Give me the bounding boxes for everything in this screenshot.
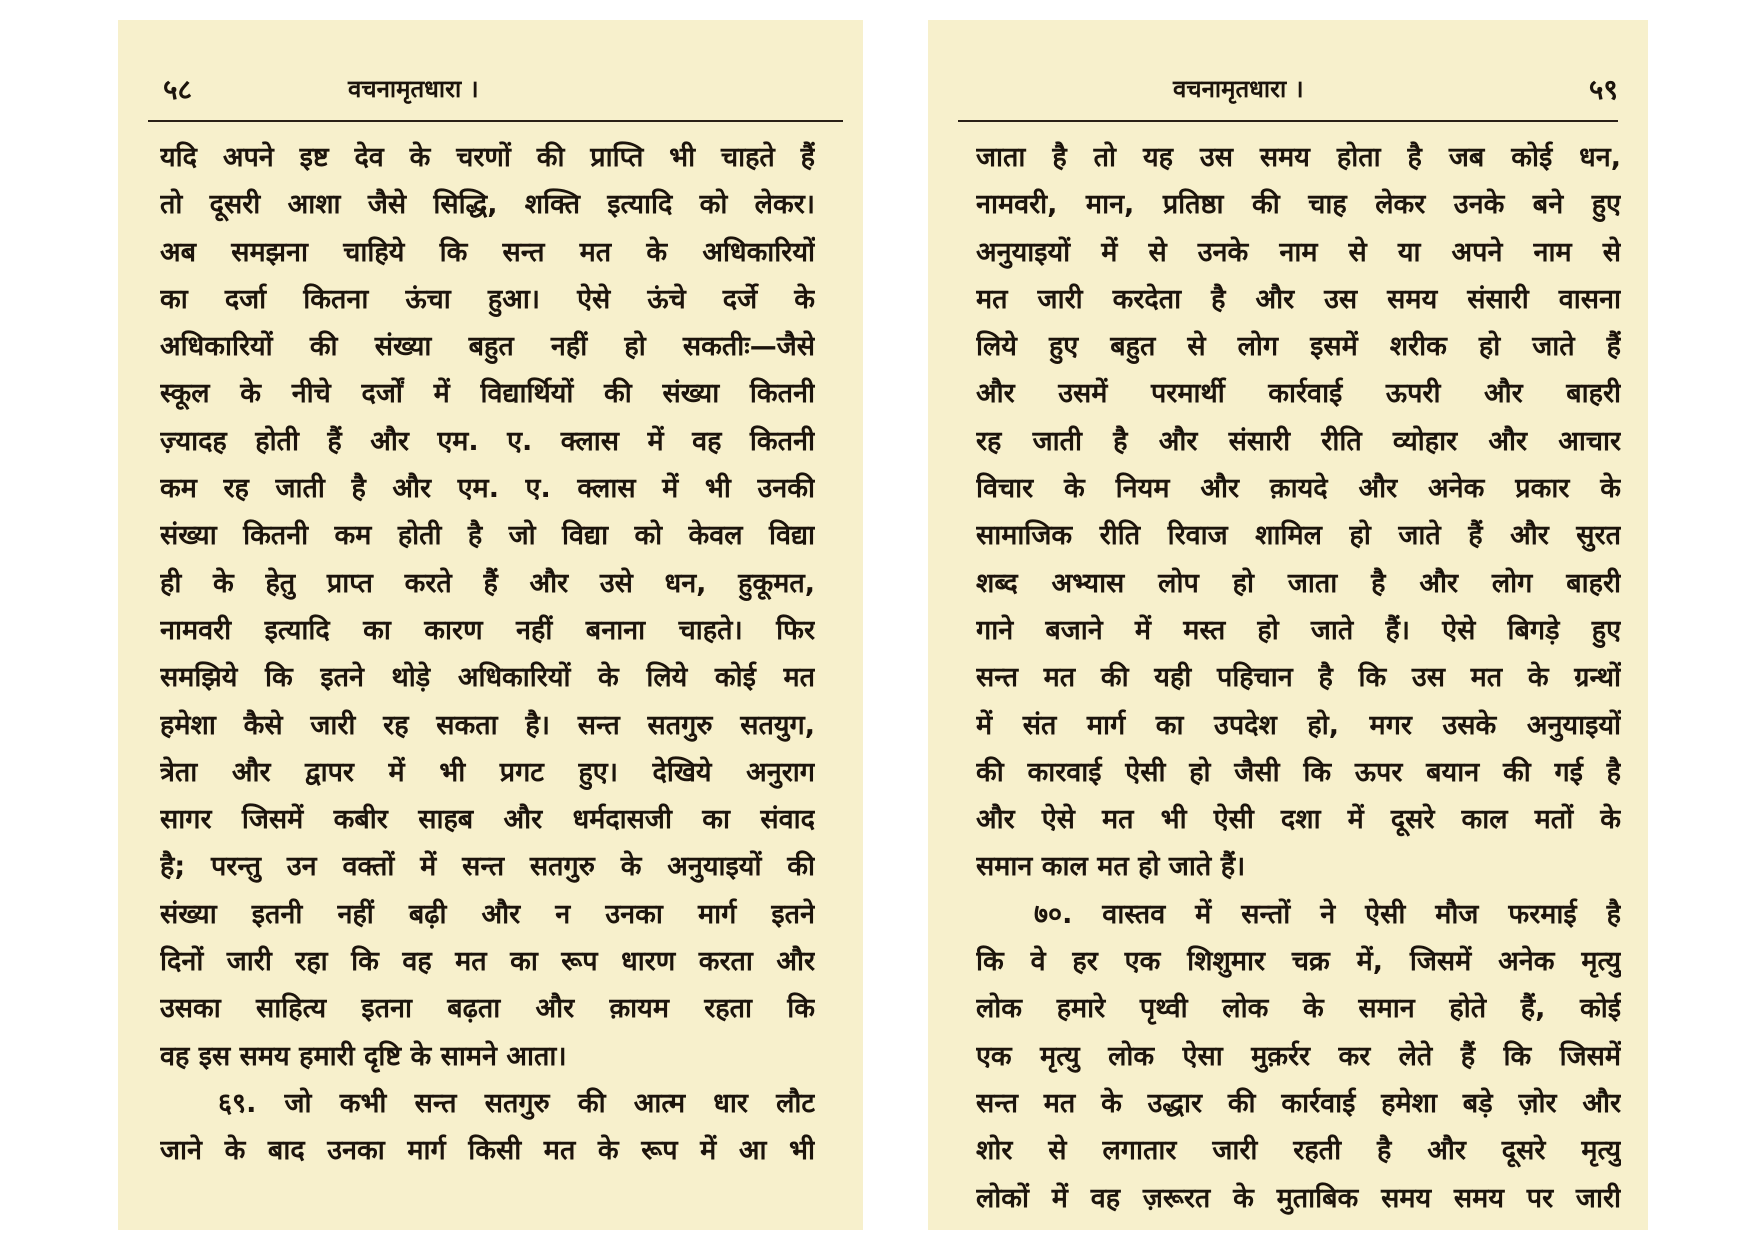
text-line: जाने के बाद उनका मार्ग किसी मत के रूप में आ भी	[160, 1135, 815, 1167]
text-line: की कारवाई ऐसी हो जैसी कि ऊपर बयान की गई है	[976, 756, 1621, 788]
page-number: ५८	[163, 73, 193, 106]
text-line: अब समझना चाहिये कि सन्त मत के अधिकारियों	[160, 236, 815, 268]
left-page	[118, 20, 863, 1230]
right-page	[928, 20, 1648, 1230]
text-line: संख्या कितनी कम होती है जो विद्या को केवल विद्या	[160, 520, 815, 552]
body-text	[976, 134, 1621, 1222]
text-line: लोकों में वह ज़रूरत के मुताबिक समय समय पर जारी	[976, 1182, 1621, 1214]
text-line: उसका साहित्य इतना बढ़ता और क़ायम रहता कि	[160, 993, 815, 1025]
paragraph-start-line: ६९. जो कभी सन्त सतगुरु की आत्म धार लौट	[218, 1087, 815, 1119]
text-line: जाता है तो यह उस समय होता है जब कोई धन,	[976, 142, 1621, 173]
text-line: सामाजिक रीति रिवाज शामिल हो जाते हैं और सुरत	[976, 520, 1621, 552]
text-line: अधिकारियों की संख्या बहुत नहीं हो सकतीः—जैसे	[160, 331, 815, 363]
text-line: समान काल मत हो जाते हैं।	[976, 851, 1246, 883]
text-line: त्रेता और द्वापर में भी प्रगट हुए। देखिये अनुराग	[160, 756, 815, 788]
text-line: और उसमें परमार्थी कार्रवाई ऊपरी और बाहरी	[976, 378, 1621, 410]
text-line: अनुयाइयों में से उनके नाम से या अपने नाम से	[976, 236, 1621, 268]
text-line: कि वे हर एक शिशुमार चक्र में, जिसमें अनेक मृत्यु	[976, 946, 1621, 978]
running-title: वचनामृतधारा ।	[1173, 75, 1304, 103]
body-text	[160, 134, 815, 1175]
text-line: शोर से लगातार जारी रहती है और दूसरे मृत्यु	[976, 1135, 1621, 1167]
text-line: वह इस समय हमारी दृष्टि के सामने आता।	[160, 1040, 567, 1072]
running-title: वचनामृतधारा ।	[348, 75, 479, 103]
text-line: में संत मार्ग का उपदेश हो, मगर उसके अनुयाइयों	[976, 709, 1621, 741]
text-line: लोक हमारे पृथ्वी लोक के समान होते हैं, कोई	[976, 993, 1621, 1025]
text-line: शब्द अभ्यास लोप हो जाता है और लोग बाहरी	[976, 567, 1621, 599]
text-line: एक मृत्यु लोक ऐसा मुक़र्रर कर लेते हैं कि जिसमें	[976, 1040, 1621, 1072]
text-line: दिनों जारी रहा कि वह मत का रूप धारण करता और	[160, 946, 815, 978]
text-line: कम रह जाती है और एम. ए. क्लास में भी उनकी	[160, 473, 815, 505]
text-line: ही के हेतु प्राप्त करते हैं और उसे धन, हुकूमत,	[160, 567, 815, 599]
header-rule	[148, 120, 843, 122]
text-line: सागर जिसमें कबीर साहब और धर्मदासजी का संवाद	[160, 804, 815, 836]
text-line: विचार के नियम और क़ायदे और अनेक प्रकार के	[976, 473, 1621, 505]
page-header	[163, 70, 833, 110]
text-line: नामवरी इत्यादि का कारण नहीं बनाना चाहते। फिर	[160, 614, 815, 646]
text-line: नामवरी, मान, प्रतिष्ठा की चाह लेकर उनके बने हुए	[976, 189, 1621, 221]
text-line: हमेशा कैसे जारी रह सकता है। सन्त सतगुरु सतयुग,	[160, 709, 815, 741]
text-line: सन्त मत की यही पहिचान है कि उस मत के ग्रन्थों	[976, 662, 1621, 694]
text-line: स्कूल के नीचे दर्जों में विद्यार्थियों की संख्या कितनी	[160, 378, 815, 410]
text-line: यदि अपने इष्ट देव के चरणों की प्राप्ति भी चाहते हैं	[160, 142, 815, 173]
text-line: का दर्जा कितना ऊंचा हुआ। ऐसे ऊंचे दर्जे के	[160, 283, 815, 315]
text-line: संख्या इतनी नहीं बढ़ी और न उनका मार्ग इतने	[160, 898, 815, 930]
text-line: लिये हुए बहुत से लोग इसमें शरीक हो जाते हैं	[976, 331, 1621, 363]
page-header	[968, 70, 1618, 110]
paragraph-start-line: ७०. वास्तव में सन्तों ने ऐसी मौज फरमाई है	[1034, 898, 1621, 930]
text-line: है; परन्तु उन वक्तों में सन्त सतगुरु के अनुयाइयों की	[160, 851, 815, 883]
text-line: समझिये कि इतने थोड़े अधिकारियों के लिये कोई मत	[160, 662, 815, 694]
text-line: सन्त मत के उद्धार की कार्रवाई हमेशा बड़े ज़ोर और	[976, 1087, 1621, 1119]
header-rule	[958, 120, 1618, 122]
text-line: और ऐसे मत भी ऐसी दशा में दूसरे काल मतों के	[976, 804, 1621, 836]
page-number: ५९	[1588, 73, 1618, 106]
text-line: रह जाती है और संसारी रीति व्योहार और आचार	[976, 425, 1621, 457]
text-line: मत जारी करदेता है और उस समय संसारी वासना	[976, 283, 1621, 315]
text-line: गाने बजाने में मस्त हो जाते हैं। ऐसे बिगड़े हुए	[976, 614, 1621, 646]
text-line: ज़्यादह होती हैं और एम. ए. क्लास में वह कितनी	[160, 425, 815, 457]
text-line: तो दूसरी आशा जैसे सिद्धि, शक्ति इत्यादि को लेकर।	[160, 189, 815, 221]
